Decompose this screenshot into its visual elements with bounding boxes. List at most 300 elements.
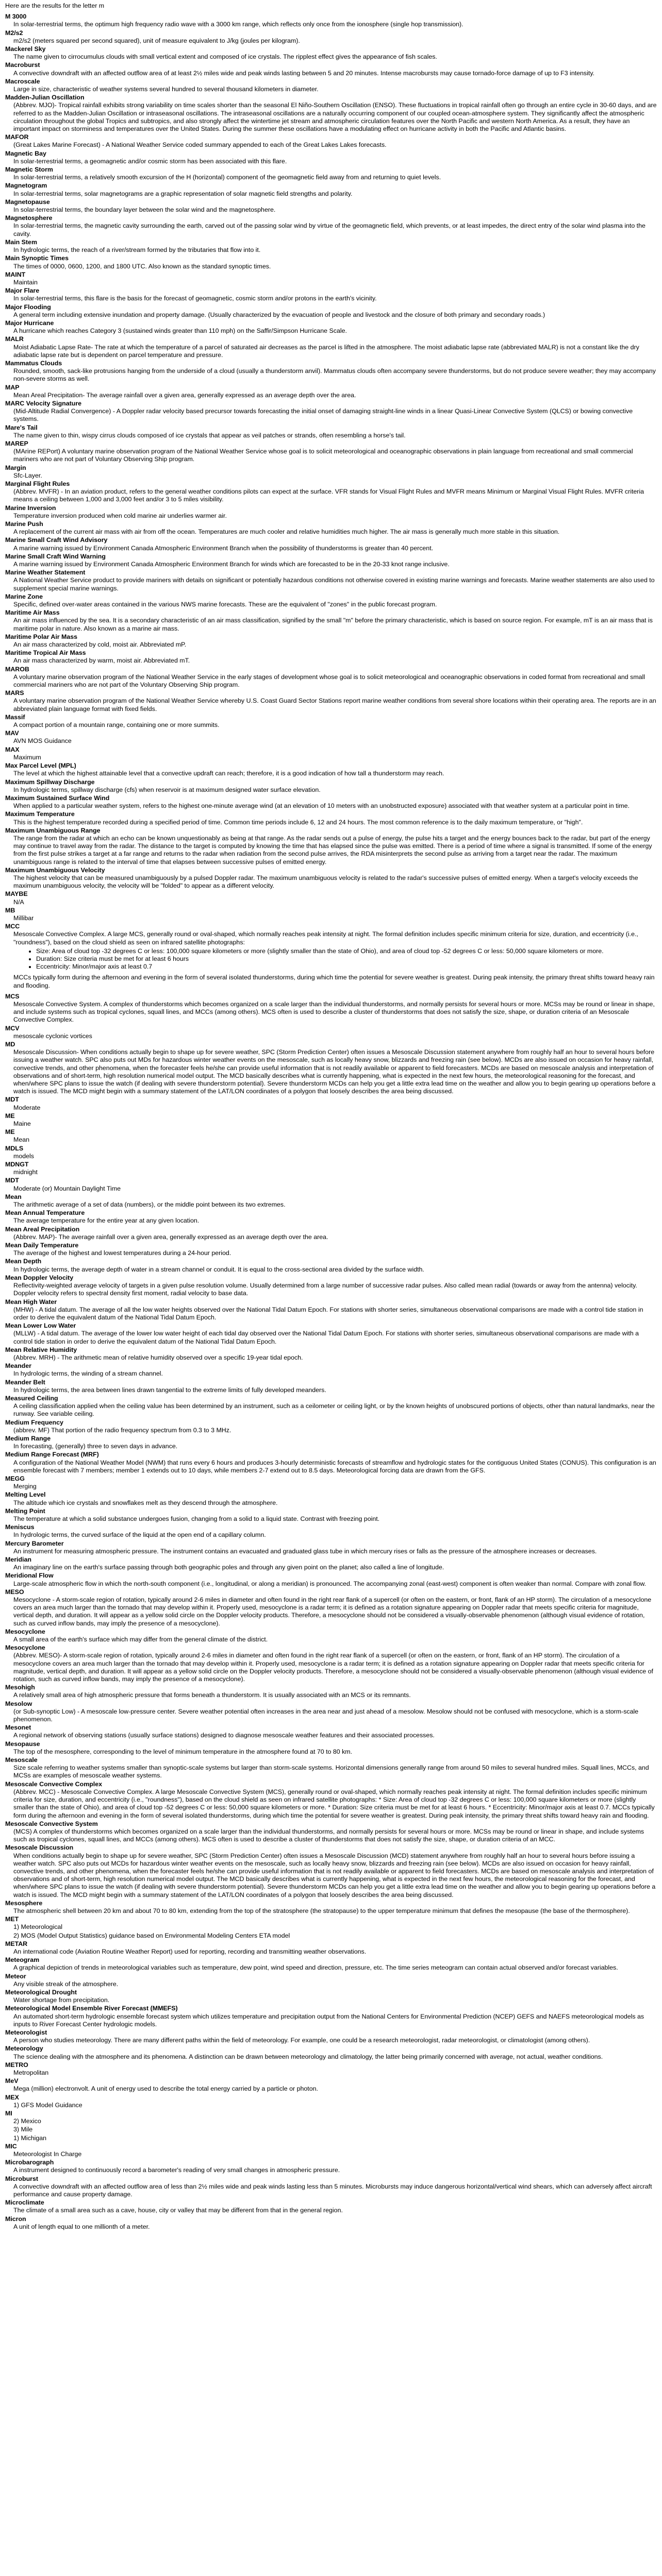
- glossary-definition: (Mid-Altitude Radial Convergence) - A Doppler radar velocity based precursor towards forecasting the initial onset of damaging straight-line winds in a linear Quasi-Linear Convective System (QLCS) or bowing convective systems.: [13, 408, 635, 423]
- glossary-definition: In solar-terrestrial terms, this flare is the basis for the forecast of geomagnetic, cosmic storm and/or protons in the earth's vicinity.: [13, 295, 377, 302]
- glossary-term: ME: [5, 1128, 15, 1136]
- results-intro: Here are the results for the letter m: [5, 2, 105, 9]
- glossary-term: Meteorological Drought: [5, 1988, 77, 1996]
- glossary-entry: [5, 1395, 657, 1418]
- glossary-definition: A general term including extensive inundation and property damage. (Usually characterized by the evacuation of people and livestock and the closure of both primary and secondary roads.): [13, 311, 545, 318]
- glossary-entry: [5, 1258, 657, 1273]
- glossary-entry: [5, 1684, 657, 1699]
- glossary-term: MAROB: [5, 665, 29, 673]
- glossary-term: Magnetic Storm: [5, 166, 53, 174]
- glossary-definition: 1) Meteorological: [13, 1923, 63, 1931]
- glossary-term: Margin: [5, 464, 26, 471]
- glossary-definition: The times of 0000, 0600, 1200, and 1800 UTC. Also known as the standard synoptic times.: [13, 262, 271, 270]
- glossary-term: Mean Doppler Velocity: [5, 1274, 74, 1281]
- glossary-term: MAX: [5, 745, 20, 753]
- glossary-entry: [5, 2215, 657, 2231]
- glossary-entry: [5, 424, 657, 439]
- glossary-term: Meteorological Model Ensemble River Forecast (MMEFS): [5, 2005, 178, 2012]
- glossary-term: Mesolow: [5, 1700, 32, 1707]
- glossary-entry: [5, 384, 657, 399]
- glossary-entry: [5, 239, 657, 254]
- glossary-definition: The temperature at which a solid substance undergoes fusion, changing from a solid to a liquid state. Contrast with freezing point.: [13, 1515, 380, 1522]
- glossary-definition: (Abbrev. MRH) - The arithmetic mean of relative humidity observed over a specific 19-year tidal epoch.: [13, 1353, 303, 1361]
- glossary-definition: A person who studies meteorology. There are many different paths within the field of meteorology. For example, one could be a research meteorologist, radar meteorologist, or climatologist (among others).: [13, 2037, 590, 2044]
- mcc-criterion: • Size: Area of cloud top -32 degrees C or less: 100,000 square kilometers or more (slightly smaller than the state of Ohio), and area of cloud top -52 degrees C or less: 50,000 square kilometers or more.: [36, 947, 657, 955]
- glossary-entry: [5, 1145, 657, 1160]
- glossary-entry: [5, 1507, 657, 1523]
- glossary-term: Mesoscale Convective System: [5, 1820, 98, 1827]
- glossary-term: Marine Inversion: [5, 504, 56, 512]
- glossary-entry: [5, 1844, 657, 1899]
- glossary-definition: The range from the radar at which an echo can be known unquestionably as being at that range. As the radar sends out a pulse of energy, the pulse hits a target and the energy bounces back to the radar, but part of the energy may continue to travel away from the radar. The distance to the target is computed by knowing the time that has elapsed since the pulse was emitted. There is a period of time where a signal is transmitted. If some of the energy from the first pulse strikes a target at a far range and returns to the radar when radiation from the second pulse arrives, the RDA misinterprets the second pulse as arriving from a target near the radar. The maximum unambiguous range is related to the interval of time that elapses between successive pulses of emitted energy.: [13, 834, 654, 866]
- glossary-entry: [5, 1644, 657, 1683]
- glossary-term: Maximum Sustained Surface Wind: [5, 794, 110, 802]
- glossary-definition: Meteorologist In Charge: [13, 2150, 82, 2158]
- glossary-entry: [5, 1128, 657, 1144]
- mcc-criteria-list: [24, 947, 657, 971]
- glossary-term: MAYBE: [5, 890, 28, 898]
- glossary-entry: [5, 1379, 657, 1394]
- glossary-definition: N/A: [13, 898, 24, 906]
- glossary-term: Measured Ceiling: [5, 1394, 58, 1402]
- glossary-definition: Mesoscale Convective Complex. A large MCS, generally round or oval-shaped, which normally reaches peak intensity at night. The formal definition includes specific minimum criteria for size, duration, and eccentricity (i.e., "roundness"), based on the cloud shield as seen on infrared satellite photographs:: [13, 930, 640, 946]
- glossary-definition: In forecasting, (generally) three to seven days in advance.: [13, 1443, 178, 1450]
- glossary-definition: Maintain: [13, 278, 38, 286]
- glossary-definition: In solar-terrestrial terms, the magnetic cavity surrounding the earth, carved out of the passing solar wind by virtue of the geomagnetic field, which prevents, or at least impedes, the direct entry of the solar wind plasma into the cavity.: [13, 222, 648, 238]
- glossary-definition: A small area of the earth's surface which may differ from the general climate of the district.: [13, 1636, 268, 1643]
- glossary-term: Meteogram: [5, 1956, 40, 1964]
- glossary-entry: [5, 746, 657, 761]
- glossary-entry: [5, 810, 657, 826]
- glossary-definition: Moist Adiabatic Lapse Rate- The rate at which the temperature of a parcel of saturated air decreases as the parcel is lifted in the atmosphere. The moist adiabatic lapse rate (abbreviated MALR) is not a constant like the dry adiabatic lapse rate but is dependent on parcel temperature and pressure.: [13, 343, 641, 359]
- glossary-definition: (MLLW) - A tidal datum. The average of the lower low water height of each tidal day observed over the National Tidal Datum Epoch. For stations with shorter series, simultaneous observational comparisons are made with a control tide station in order to derive the equivalent datum of the National Tidal Datum Epoch.: [13, 1330, 641, 1345]
- glossary-entry: [5, 440, 657, 464]
- glossary-entry: [5, 214, 657, 238]
- glossary-term: Meteorology: [5, 2045, 43, 2053]
- glossary-term: MI: [5, 2110, 12, 2117]
- glossary-term: Mesopause: [5, 1740, 40, 1748]
- glossary-definition: The climate of a small area such as a cave, house, city or valley that may be different from that in the general region.: [13, 2207, 343, 2214]
- glossary-term: Maritime Tropical Air Mass: [5, 649, 86, 657]
- glossary-definition: When conditions actually begin to shape up for severe weather, SPC (Storm Prediction Center) often issues a Mesoscale Discussion (MCD) statement anywhere from roughly half an hour to several hours before issuing a weather watch. SPC also puts out MCDs for hazardous winter weather events on the mesoscale, such as locally heavy snow, blizzards and freezing rain (see below). MCDs are also issued on occasion for heavy rainfall, convective trends, and other phenomena, when the forecaster feels he/she can provide useful information that is not readily available or apparent to field forecasters. MCDs are based on mesoscale analysis and interpretation of observations and of short-term, high resolution numerical model output. The MCD basically describes what is currently happening, what is expected in the next few hours, the meteorological reasoning for the forecast, and when/where SPC plans to issue the watch (if dealing with severe thunderstorm potential). Severe thunderstorm MCDs can help you get a little extra lead time on the weather and allow you to begin gearing up operations before a watch is issued. The MCD might begin with a summary statement of the LAT/LON coordinates of a polygon that loosely describes the area being discussed.: [13, 1852, 657, 1899]
- glossary-term: MCC: [5, 923, 20, 930]
- glossary-entry: [5, 867, 657, 890]
- glossary-definition: In solar-terrestrial terms, solar magnetograms are a graphic representation of solar magnetic field strengths and polarity.: [13, 190, 353, 197]
- glossary-term: Mean Lower Low Water: [5, 1322, 76, 1330]
- glossary-entry: [5, 993, 657, 1024]
- glossary-term: Medium Range Forecast (MRF): [5, 1451, 99, 1459]
- glossary-term: MCV: [5, 1024, 20, 1032]
- glossary-entry: [5, 1973, 657, 1988]
- glossary-entry: [5, 714, 657, 729]
- glossary-entry: [5, 923, 657, 946]
- glossary-term: Mesocyclone: [5, 1628, 45, 1635]
- glossary-entry: [5, 1475, 657, 1490]
- mcc-criteria: [24, 947, 657, 971]
- glossary-definition: A relatively small area of high atmospheric pressure that forms beneath a thunderstorm. It is usually associated with an MCS or its remnants.: [13, 1691, 411, 1699]
- glossary-term: MARS: [5, 689, 24, 697]
- glossary-entry: [5, 2029, 657, 2044]
- glossary-definition: In solar-terrestrial terms, a relatively smooth excursion of the H (horizontal) component of the geomagnetic field away from and returning to quiet levels.: [13, 174, 441, 181]
- glossary-term: Maximum Unambiguous Velocity: [5, 866, 105, 874]
- mcc-note: MCCs typically form during the afternoon and evening in the form of several isolated thunderstorms, during which time the potential for severe weather is greatest. During peak intensity, the primary threat shifts toward heavy rain and flooding.: [13, 974, 655, 989]
- glossary-entry: [5, 778, 657, 794]
- glossary-definition: Mean: [13, 1136, 29, 1144]
- glossary-definition: A voluntary marine observation program of the National Weather Service whereby U.S. Coast Guard Sector Stations report marine weather conditions from several shore locations within their operating area. The reports are in an abbreviated plain language format with fixed fields.: [13, 697, 658, 713]
- glossary-term: MAINT: [5, 270, 26, 278]
- glossary-definition: models: [13, 1152, 34, 1160]
- glossary-term: MB: [5, 906, 15, 914]
- glossary-definition: mesoscale cyclonic vortices: [13, 1032, 92, 1040]
- glossary-definition: (Abbrev. MJO)- Tropical rainfall exhibits strong variability on time scales shorter than the seasonal El Niño-Southern Oscillation (ENSO). These fluctuations in tropical rainfall often go through an entire cycle in 30-60 days, and are referred to as the Madden-Julian Oscillation or intraseasonal oscillations. The intraseasonal oscillations are a naturally occurring component of our coupled ocean-atmosphere system. They significantly affect the atmospheric circulation throughout the global Tropics and subtropics, and also strongly affect the wintertime jet stream and atmospheric circulation features over the North Pacific and western North America. As a result, they have an important impact on storminess and temperatures over the United States. During the summer these oscillations have a modulating effect on hurricane activity in both the Pacific and Atlantic basins.: [13, 101, 658, 133]
- glossary-entry: [5, 827, 657, 866]
- glossary-term: METAR: [5, 1940, 28, 1947]
- glossary-term: Mesoscale Discussion: [5, 1844, 74, 1852]
- glossary-entry: [5, 2159, 657, 2174]
- glossary-entry: [5, 553, 657, 568]
- glossary-definition: The name given to cirrocumulus clouds with small vertical extent and composed of ice crystals. The ripplest effect gives the appearance of fish scales.: [13, 53, 437, 61]
- glossary-term: MCS: [5, 992, 20, 1000]
- glossary-entry: [5, 907, 657, 922]
- glossary-term: Melting Point: [5, 1507, 45, 1515]
- glossary-term: Marine Small Craft Wind Advisory: [5, 536, 108, 544]
- glossary-entry: [5, 536, 657, 552]
- glossary-entry: [5, 1956, 657, 1972]
- glossary-term: Maximum Temperature: [5, 810, 75, 818]
- glossary-term: Magnetic Bay: [5, 149, 46, 157]
- glossary-entry: [5, 13, 657, 28]
- glossary-definition: In hydrologic terms, the area between lines drawn tangential to the extreme limits of fully developed meanders.: [13, 1386, 326, 1394]
- glossary-entry: [5, 1491, 657, 1506]
- glossary-term: Macroburst: [5, 61, 40, 69]
- glossary-definition: Water shortage from precipitation.: [13, 1996, 110, 2004]
- glossary-definition: (Abbrev. MAP)- The average rainfall over a given area, generally expressed as an average depth over the area.: [13, 1233, 328, 1241]
- glossary-definition: Mean Areal Precipitation- The average rainfall over a given area, generally expressed as an average depth over the area.: [13, 391, 356, 399]
- glossary-term: Mean Depth: [5, 1258, 42, 1265]
- glossary-term: Meteor: [5, 1972, 26, 1980]
- glossary-entry: [5, 2045, 657, 2060]
- glossary-entry: [5, 2077, 657, 2093]
- glossary-entry: [5, 1756, 657, 1780]
- glossary-definition: Specific, defined over-water areas contained in the various NWS marine forecasts. These are the equivalent of "zones" in the public forecast program.: [13, 601, 437, 608]
- glossary-definition: (Abbrev. MVFR) - In an aviation product, refers to the general weather conditions pilots can expect at the surface. VFR stands for Visual Flight Rules and MVFR means Minimum or Marginal Visual Flight Rules. MVFR criteria means a ceiling between 1,000 and 3,000 feet and/or 3 to 5 miles visibility.: [13, 488, 646, 503]
- glossary-definition: Temperature inversion produced when cold marine air underlies warmer air.: [13, 512, 227, 519]
- glossary-term: Magnetopause: [5, 198, 50, 206]
- glossary-definition: The science dealing with the atmosphere and its phenomena. A distinction can be drawn between meteorology and climatology, the latter being primarily concerned with average, not actual, weather conditions.: [13, 2053, 603, 2060]
- glossary-term: Mean Relative Humidity: [5, 1346, 77, 1353]
- glossary-definition: (Great Lakes Marine Forecast) - A National Weather Service coded summary appended to each of the Great Lakes Lakes forecasts.: [13, 141, 387, 149]
- glossary-entry: [5, 1700, 657, 1724]
- glossary-entry: [5, 1419, 657, 1434]
- glossary-entry: [5, 649, 657, 665]
- glossary-entry: [5, 480, 657, 504]
- glossary-entry: [5, 2110, 657, 2125]
- glossary-term: ME: [5, 1112, 15, 1120]
- glossary-definition: 3) Mile: [13, 2126, 33, 2133]
- glossary-definition: An international code (Aviation Routine Weather Report) used for reporting, recording and transmitting weather observations.: [13, 1947, 367, 1955]
- glossary-entry: [5, 689, 657, 713]
- glossary-term: MDNGT: [5, 1161, 29, 1168]
- glossary-definition: An air mass characterized by warm, moist air. Abbreviated mT.: [13, 657, 190, 665]
- glossary-definition: 1) GFS Model Guidance: [13, 2101, 82, 2109]
- glossary-term: Mackerel Sky: [5, 45, 46, 53]
- glossary-entry: [5, 730, 657, 745]
- glossary-entry: [5, 1362, 657, 1378]
- glossary-entry: [5, 1226, 657, 1241]
- glossary-term: Mean Areal Precipitation: [5, 1225, 80, 1233]
- glossary-term: Max Parcel Level (MPL): [5, 762, 76, 770]
- glossary-entry: [5, 1556, 657, 1571]
- glossary-definition: A marine warning issued by Environment Canada Atmospheric Environment Branch when the possibility of thunderstorms is greater than 40 percent.: [13, 544, 434, 552]
- glossary-definition: 2) MOS (Model Output Statistics) guidance based on Environmental Modeling Centers ETA model: [13, 1931, 290, 1939]
- glossary-entry: [5, 1025, 657, 1040]
- glossary-term: Meridional Flow: [5, 1572, 54, 1580]
- glossary-entry: [5, 1940, 657, 1956]
- glossary-entry: [5, 520, 657, 536]
- glossary-definition: Metropolitan: [13, 2069, 49, 2076]
- glossary-term: MET: [5, 1916, 19, 1923]
- glossary-definition: 1) Michigan: [13, 2134, 47, 2142]
- glossary-term: Major Flare: [5, 287, 40, 295]
- glossary-term: Meteorologist: [5, 2028, 47, 2036]
- glossary-entry: [5, 2143, 657, 2158]
- glossary-term: Meander: [5, 1362, 31, 1370]
- glossary-entry: [5, 1346, 657, 1362]
- glossary-definition: A configuration of the National Weather Model (NWM) that runs every 6 hours and produces 3-hourly deterministic forecasts of streamflow and hydrologic states for the contiguous United States (CONUS). This configuration is an ensemble forecast with 7 members; member 1 extends out to 10 days, while members 2-7 extend out to 8.5 days. Meteorological forcing data are drawn from the GFS.: [13, 1459, 658, 1474]
- glossary-entry: [5, 1916, 657, 1931]
- glossary-definition: 2) Mexico: [13, 2117, 41, 2125]
- glossary-term: Marine Weather Statement: [5, 569, 86, 577]
- glossary-entry: [5, 1298, 657, 1322]
- glossary-term: Medium Range: [5, 1434, 51, 1442]
- glossary-term: Microclimate: [5, 2199, 44, 2207]
- glossary-entry: [5, 133, 657, 149]
- glossary-definition: A hurricane which reaches Category 3 (sustained winds greater than 110 mph) on the Saffir/Simpson Hurricane Scale.: [13, 327, 347, 335]
- glossary-entry: [5, 2175, 657, 2199]
- glossary-definition: In solar-terrestrial terms, a geomagnetic and/or cosmic storm has been associated with this flare.: [13, 157, 287, 165]
- glossary-definition: m2/s2 (meters squared per second squared), unit of measure equivalent to J/kg (joules per kilogram).: [13, 37, 300, 44]
- glossary-definition: The average temperature for the entire year at any given location.: [13, 1217, 200, 1225]
- glossary-entry: [5, 1572, 657, 1587]
- glossary-term: Major Flooding: [5, 303, 51, 311]
- glossary-term: Magnetosphere: [5, 214, 53, 222]
- glossary-term: MARC Velocity Signature: [5, 399, 82, 407]
- glossary-term: Marginal Flight Rules: [5, 480, 70, 487]
- glossary-entry: [5, 360, 657, 383]
- glossary-entry: [5, 1041, 657, 1095]
- glossary-entry: [5, 271, 657, 286]
- glossary-definition: A replacement of the current air mass with air from off the ocean. Temperatures are much cooler and relative humidities much higher. The air mass is generally much more stable in this situation.: [13, 528, 560, 536]
- glossary-entry: [5, 198, 657, 214]
- glossary-term: MEGG: [5, 1475, 25, 1482]
- glossary-term: Maritime Polar Air Mass: [5, 633, 78, 640]
- glossary-entry: [5, 2094, 657, 2109]
- glossary-term: Main Synoptic Times: [5, 255, 69, 262]
- glossary-term: Meniscus: [5, 1523, 35, 1531]
- glossary-entry: [5, 1451, 657, 1475]
- glossary-definition: Millibar: [13, 914, 34, 922]
- glossary-definition: In hydrologic terms, the average depth of water in a stream channel or conduit. It is equal to the cross-sectional area divided by the surface width.: [13, 1265, 424, 1273]
- glossary-definition: A marine warning issued by Environment Canada Atmospheric Environment Branch for winds which are forecasted to be in the 20-33 knot range inclusive.: [13, 561, 450, 568]
- glossary-entry: [5, 1900, 657, 1915]
- glossary-definition: Sfc-Layer.: [13, 471, 42, 479]
- glossary-term: MALR: [5, 335, 24, 343]
- glossary-entry: [5, 762, 657, 777]
- glossary-definition: Reflectivity-weighted average velocity of targets in a given pulse resolution volume. Usually determined from a large number of successive radar pulses. Also called mean radial (towards or away from the antenna) velocity. Doppler velocity refers to spectral density first moment, radial velocity to base data.: [13, 1282, 639, 1297]
- glossary-entry: [5, 1209, 657, 1225]
- glossary-definition: An automated short-term hydrologic ensemble forecast system which utilizes temperature and precipitation output from the National Centers for Environmental Prediction (NCEP) GEFS and NAEFS meteorological models as inputs to River Forecast Center hydrologic models.: [13, 2012, 646, 2028]
- glossary-term: M 3000: [5, 13, 27, 21]
- glossary-definition: (MHW) - A tidal datum. The average of all the low water heights observed over the National Tidal Datum Epoch. For stations with shorter series, simultaneous observational comparisons are made with a control tide station in order to derive the equivalent datum of the National Tidal Datum Epoch.: [13, 1306, 645, 1321]
- glossary-definition: Mesocyclone - A storm-scale region of rotation, typically around 2-6 miles in diameter and often found in the right rear flank of a supercell (or often on the eastern, or front, flank of an HP storm). The circulation of a mesocyclone covers an area much larger than the tornado that may develop within it. Properly used, mesocyclone is a radar term; it is defined as a rotation signature appearing on Doppler radar that meets specific criteria for magnitude, vertical depth, and duration. It will appear as a yellow solid circle on the Doppler velocity products. Therefore, a mesocyclone should not be considered a visually-observable phenomenon (although visual evidence of rotation, such as curved inflow bands, may imply the presence of a mesocyclone).: [13, 1596, 653, 1627]
- glossary-entry: [5, 400, 657, 423]
- glossary-term: Mean Daily Temperature: [5, 1242, 79, 1249]
- glossary-definition: (MCS) A complex of thunderstorms which becomes organized on a scale larger than the individual thunderstorms, and normally persists for several hours or more. MCSs may be round or linear in shape, and include systems such as tropical cyclones, squall lines, and MCCs (among others). MCS often is used to describe a cluster of thunderstorms that does not satisfy the size, shape, or duration criteria of an MCC.: [13, 1827, 646, 1843]
- glossary-term: Medium Frequency: [5, 1418, 63, 1426]
- glossary-definition: A National Weather Service product to provide mariners with details on significant or potentially hazardous conditions not otherwise covered in existing marine warnings and forecasts. Marine weather statements are also used to supplement special marine warnings.: [13, 577, 657, 592]
- glossary-term: Mare's Tail: [5, 423, 38, 431]
- glossary-entry: [5, 1781, 657, 1820]
- glossary-definition: An imaginary line on the earth's surface passing through both geographic poles and through any given point on the planet; also called a line of longitude.: [13, 1564, 444, 1571]
- glossary-list: [5, 13, 657, 946]
- glossary-entry: [5, 2126, 657, 2133]
- glossary-definition: In hydrologic terms, the curved surface of the liquid at the open end of a capillary column.: [13, 1531, 266, 1539]
- glossary-definition: Maine: [13, 1120, 31, 1128]
- glossary-term: Mesosphere: [5, 1899, 43, 1907]
- glossary-definition: In solar-terrestrial terms, the optimum high frequency radio wave with a 3000 km range, which reflects only once from the ionosphere (single hop transmission).: [13, 21, 464, 28]
- mcc-criterion: • Duration: Size criteria must be met for at least 6 hours: [36, 955, 657, 963]
- glossary-term: Mesocyclone: [5, 1644, 45, 1652]
- glossary-definition: The top of the mesosphere, corresponding to the level of minimum temperature in the atmosphere found at 70 to 80 km.: [13, 1748, 353, 1755]
- glossary-entry: [5, 609, 657, 633]
- glossary-definition: A convective downdraft with an affected outflow area of less than 2½ miles wide and peak winds lasting less than 5 minutes. Microbursts may induce dangerous horizontal/vertical wind shears, which can adversely affect aircraft performance and cause property damage.: [13, 2182, 654, 2198]
- glossary-term: MeV: [5, 2077, 19, 2085]
- glossary-entry: [5, 1177, 657, 1192]
- glossary-definition: A voluntary marine observation program of the National Weather Service in the early stages of development whose goal is to solicit meteorological and oceanographic observations in coded format from recreational and small commercial mariners who are not part of the Voluntary Observing Ship program.: [13, 673, 647, 689]
- glossary-entry: [5, 2061, 657, 2077]
- glossary-definition: (or Sub-synoptic Low) - A mesoscale low-pressure center. Severe weather potential often increases in the area near and just ahead of a mesolow. Mesolow should not be confused with mesocyclone, which is a storm-scale phenomenon.: [13, 1707, 640, 1723]
- glossary-definition: When applied to a particular weather system, refers to the highest one-minute average wind (at an elevation of 10 meters with an unobstructed exposure) associated with that weather system at a particular point in time.: [13, 802, 630, 810]
- glossary-term: MAV: [5, 730, 19, 737]
- glossary-definition: Mesoscale Discussion- When conditions actually begin to shape up for severe weather, SPC (Storm Prediction Center) often issues a Mesoscale Discussion statement anywhere from roughly half an hour to several hours before issuing a weather watch. SPC also puts out MDs for hazardous winter weather events on the mesoscale, such as locally heavy snow, blizzards and freezing rain (see below). MCDs are also issued on occasion for heavy rainfall, convective trends, and other phenomena, when the forecaster feels he/she can provide useful information that is not readily available or apparent to field forecasters. MCDs are based on mesoscale analysis and interpretation of observations and of short-term, high resolution numerical model output. The MCD basically describes what is currently happening, what is expected in the next few hours, the meteorological reasoning for the forecast, and when/where SPC plans to issue the watch (if dealing with severe thunderstorm potential). Severe thunderstorm MCDs can help you get a little extra lead time on the weather and allow you to begin gearing up operations before a watch is issued. The MCD might begin with a summary statement of the LAT/LON coordinates of a polygon that loosely describes the area being discussed.: [13, 1048, 657, 1095]
- glossary-entry: [5, 94, 657, 133]
- glossary-definition: The level at which the highest attainable level that a convective updraft can reach; therefore, it is a good indication of how tall a thunderstorm may reach.: [13, 770, 444, 777]
- glossary-definition: midnight: [13, 1168, 38, 1176]
- mcc-criterion: • Eccentricity: Minor/major axis at least 0.7: [36, 963, 657, 971]
- glossary-definition: The average of the highest and lowest temperatures during a 24-hour period.: [13, 1249, 231, 1257]
- glossary-definition: Maximum: [13, 753, 41, 761]
- glossary-entry: [5, 1523, 657, 1539]
- glossary-entry: [5, 2199, 657, 2214]
- glossary-entry: [5, 1820, 657, 1844]
- glossary-definition: A graphical depiction of trends in meteorological variables such as temperature, dew point, wind speed and direction, pressure, etc. The time series meteogram can contain actual observed and/or forecast variables.: [13, 1964, 618, 1972]
- glossary-definition: An air mass influenced by the sea. It is a secondary characteristic of an air mass classification, signified by the small "m" before the primary characteristic, which is based on source region. For example, mT is an air mass that is maritime polar in nature. Also known as a marine air mass.: [13, 617, 655, 632]
- glossary-definition: The atmospheric shell between 20 km and about 70 to 80 km, extending from the top of the stratosphere (the stratopause) to the upper temperature minimum that defines the mesopause (the base of the thermosphere).: [13, 1907, 630, 1914]
- glossary-entry: [5, 1932, 657, 1940]
- glossary-term: Meander Belt: [5, 1378, 45, 1386]
- glossary-entry: [5, 666, 657, 689]
- glossary-definition: (Abbrev. MCC) - Mesoscale Convective Complex. A large Mesoscale Convective System (MCS), generally round or oval-shaped, which normally reaches peak intensity at night. The formal definition includes specific minimum criteria for size, duration, and eccentricity (i.e., "roundness"), based on the cloud shield as seen on infrared satellite photographs: * Size: Area of cloud top -32 degrees C or less: 100,000 square kilometers or more (slightly smaller than the state of Ohio), and area of cloud top -52 degrees C or less: 50,000 square kilometers or more. * Duration: Size criteria must be met for at least 6 hours. * Eccentricity: Minor/major axis at least 0.7. MCCs typically form during the afternoon and evening in the form of several isolated thunderstorms, during which time the potential for severe weather is greatest. During peak intensity, the primary threat shifts toward heavy rain and flooding.: [13, 1788, 657, 1819]
- glossary-definition: Large-scale atmospheric flow in which the north-south component (i.e., longitudinal, or along a meridian) is pronounced. The accompanying zonal (east-west) component is often weaker than normal. Compare with zonal flow.: [13, 1580, 647, 1587]
- glossary-term: Mesohigh: [5, 1684, 35, 1691]
- glossary-entry: [5, 150, 657, 165]
- glossary-definition: A convective downdraft with an affected outflow area of at least 2½ miles wide and peak winds lasting between 5 and 20 minutes. Intense macrobursts may cause tornado-force damage of up to F3 intensity.: [13, 69, 595, 77]
- glossary-term: Micron: [5, 2215, 26, 2223]
- glossary-term: M2/s2: [5, 29, 23, 37]
- glossary-term: MEX: [5, 2093, 19, 2101]
- glossary-term: MDT: [5, 1096, 19, 1104]
- glossary-term: MD: [5, 1041, 15, 1048]
- glossary-entry: [5, 1161, 657, 1176]
- glossary-term: Marine Small Craft Wind Warning: [5, 552, 106, 560]
- glossary-term: Massif: [5, 713, 25, 721]
- glossary-definition: Moderate (or) Mountain Daylight Time: [13, 1184, 121, 1192]
- glossary-term: METRO: [5, 2061, 28, 2069]
- glossary-term: Maximum Unambiguous Range: [5, 826, 101, 834]
- glossary-list-continued: [5, 993, 657, 2231]
- glossary-definition: The highest velocity that can be measured unambiguously by a pulsed Doppler radar. The maximum unambiguous velocity is related to the radar's successive pulses of emitted energy. When a target's velocity exceeds the maximum unambiguous velocity, the velocity will be "folded" to appear as a different velocity.: [13, 874, 640, 890]
- glossary-term: Madden-Julian Oscillation: [5, 94, 85, 101]
- glossary-entry: [5, 890, 657, 906]
- glossary-term: Mean: [5, 1193, 22, 1200]
- glossary-term: Microburst: [5, 2175, 39, 2182]
- glossary-definition: In solar-terrestrial terms, the boundary layer between the solar wind and the magnetosphere.: [13, 206, 276, 214]
- glossary-definition: (Abbrev. MESO)- A storm-scale region of rotation, typically around 2-6 miles in diameter and often found in the right rear flank of a supercell (or often on the eastern, or front, flank of an HP storm). The circulation of a mesocyclone covers an area much larger than the tornado that may develop within it. Properly used, mesocyclone is a radar term; it is defined as a rotation signature appearing on Doppler radar that meets specific criteria for magnitude, vertical depth, and duration. It will appear as a yellow solid circle on the Doppler velocity products. Therefore, a mesocyclone should not be considered a visually-observable phenomenon (although visual evidence of rotation, such as curved inflow bands, may imply the presence of a mesocyclone).: [13, 1652, 655, 1683]
- glossary-definition: Mega (million) electronvolt. A unit of energy used to describe the total energy carried by a particle or photon.: [13, 2085, 318, 2093]
- glossary-entry: [5, 1322, 657, 1346]
- glossary-definition: A unit of length equal to one millionth of a meter.: [13, 2223, 150, 2230]
- glossary-entry: [5, 1989, 657, 2004]
- glossary-entry: [5, 78, 657, 93]
- glossary-term: Magnetogram: [5, 182, 47, 190]
- glossary-definition: In hydrologic terms, spillway discharge (cfs) when reservoir is at maximum designed water surface elevation.: [13, 786, 321, 793]
- glossary-term: Meridian: [5, 1556, 31, 1563]
- glossary-entry: [5, 182, 657, 197]
- glossary-term: Marine Push: [5, 520, 43, 528]
- glossary-entry: [5, 633, 657, 649]
- glossary-term: Mean High Water: [5, 1298, 57, 1306]
- glossary-term: Mesoscale: [5, 1756, 38, 1764]
- glossary-definition: Rounded, smooth, sack-like protrusions hanging from the underside of a cloud (usually a thunderstorm anvil). Mammatus clouds often accompany severe thunderstorms, but do not produce severe weather; they may accompany non-severe storms as well.: [13, 367, 658, 383]
- glossary-definition: Merging: [13, 1483, 37, 1490]
- glossary-entry: [5, 287, 657, 302]
- glossary-definition: The altitude which ice crystals and snowflakes melt as they descend through the atmosphere.: [13, 1499, 278, 1506]
- glossary-term: MDT: [5, 1177, 19, 1184]
- glossary-entry: [5, 2134, 657, 2142]
- glossary-definition: An air mass characterized by cold, moist air. Abbreviated mP.: [13, 641, 187, 649]
- glossary-definition: (MArine REPort) A voluntary marine observation program of the National Weather Service whose goal is to solicit meteorological and oceanographic observations in plain language from recreational and small commercial mariners who are not part of Voluntary Observing Ship program.: [13, 448, 635, 463]
- glossary-term: Marine Zone: [5, 592, 43, 600]
- glossary-entry: [5, 1274, 657, 1298]
- glossary-entry: [5, 335, 657, 359]
- glossary-entry: [5, 255, 657, 270]
- glossary-definition: Mesoscale Convective System. A complex of thunderstorms which becomes organized on a scale larger than the individual thunderstorms, and normally persists for several hours or more. MCSs may be round or linear in shape, and include systems such as tropical cyclones, squall lines, and MCCs (among others). MCS often is used to describe a cluster of thunderstorms that does not satisfy the size, shape, or duration criteria of an Mesoscale Convective Complex.: [13, 1000, 657, 1024]
- glossary-term: Mean Annual Temperature: [5, 1209, 85, 1217]
- glossary-definition: In hydrologic terms, the reach of a river/stream formed by the tributaries that flow into it.: [13, 246, 261, 254]
- glossary-entry: [5, 45, 657, 61]
- glossary-entry: [5, 1112, 657, 1128]
- glossary-entry: [5, 1540, 657, 1555]
- glossary-definition: AVN MOS Guidance: [13, 737, 72, 745]
- glossary-term: Mammatus Clouds: [5, 359, 62, 367]
- glossary-definition: A regional network of observing stations (usually surface stations) designed to diagnose mesoscale weather features and their associated processes.: [13, 1732, 435, 1739]
- glossary-entry: [5, 29, 657, 45]
- glossary-entry: [5, 1628, 657, 1643]
- glossary-entry: [5, 464, 657, 480]
- glossary-definition: A ceiling classification applied when the ceiling value has been determined by an instrument, such as a ceilometer or ceiling light, or by the known heights of unobscured portions of objects, other than natural landmarks, near the runway. See variable ceiling.: [13, 1402, 657, 1418]
- glossary-entry: [5, 303, 657, 319]
- glossary-definition: Any visible streak of the atmosphere.: [13, 1980, 119, 1988]
